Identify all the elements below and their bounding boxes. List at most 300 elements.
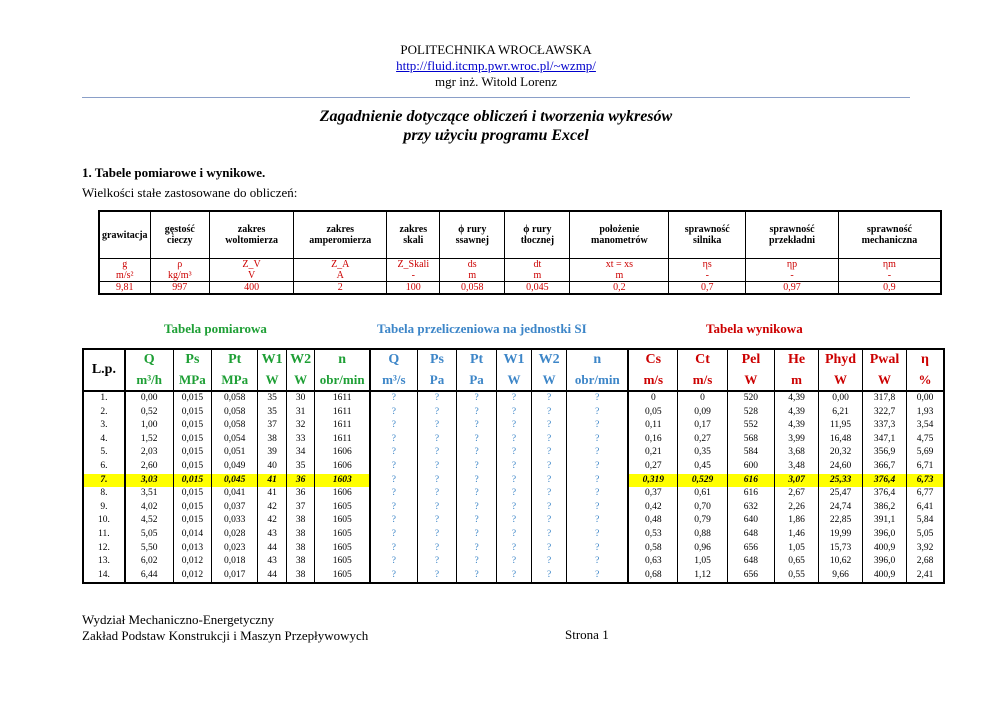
si-cell: ? (417, 406, 457, 420)
si-cell: ? (370, 391, 417, 406)
result-cell: 0,55 (775, 569, 819, 584)
si-cell: ? (417, 487, 457, 501)
si-cell: ? (417, 419, 457, 433)
result-cell: 3,68 (775, 446, 819, 460)
result-cell: 6,71 (907, 460, 945, 474)
result-cell: 616 (727, 487, 774, 501)
header-author: mgr inż. Witold Lorenz (435, 74, 557, 89)
constants-table (98, 210, 942, 295)
result-cell: 5,84 (907, 514, 945, 528)
measured-cell: 0,028 (212, 528, 258, 542)
result-cell: 3,54 (907, 419, 945, 433)
si-cell: ? (496, 474, 531, 488)
si_headers-unit-4: W (532, 370, 567, 391)
si-cell: ? (532, 542, 567, 556)
si-cell: ? (370, 514, 417, 528)
constant-unit-cell: m (440, 270, 505, 282)
result-cell: 16,48 (819, 433, 863, 447)
measured-cell: 35 (258, 391, 287, 406)
measured-cell: 1606 (315, 487, 370, 501)
main-data-table (82, 348, 945, 584)
si_headers-unit-3: W (496, 370, 531, 391)
si-cell: ? (496, 433, 531, 447)
si-cell: ? (457, 542, 497, 556)
result-cell: 0,53 (628, 528, 677, 542)
constant-unit-cell: - (387, 270, 440, 282)
constant-symbol-cell: Z_A (294, 259, 387, 271)
measured_headers-header-4: W2 (286, 349, 315, 370)
result-cell: 1,05 (678, 555, 727, 569)
result_headers-unit-5: W (863, 370, 907, 391)
result-cell: 0,11 (628, 419, 677, 433)
si-cell: ? (457, 460, 497, 474)
constant-unit-cell: - (669, 270, 746, 282)
measured-cell: 4,02 (125, 501, 173, 515)
si-cell: ? (370, 433, 417, 447)
si-cell: ? (457, 433, 497, 447)
result-cell: 0,37 (628, 487, 677, 501)
measured-cell: 1606 (315, 446, 370, 460)
row-lp: 1. (100, 393, 108, 403)
si-cell: ? (496, 391, 531, 406)
measured-cell: 41 (258, 487, 287, 501)
row-lp: 12. (97, 542, 110, 553)
measured-cell: 0,015 (173, 406, 211, 420)
title-line-1: Zagadnienie dotyczące obliczeń i tworzenia wykresów (319, 108, 673, 125)
result-cell: 11,95 (819, 419, 863, 433)
result-cell: 1,46 (775, 528, 819, 542)
table-row (83, 474, 944, 488)
result_headers-unit-1: m/s (678, 370, 727, 391)
caption-measured: Tabela pomiarowa (164, 321, 267, 336)
si-cell: ? (417, 528, 457, 542)
result-cell: 400,9 (863, 542, 907, 556)
result-cell: 0,79 (678, 514, 727, 528)
si-cell: ? (567, 514, 629, 528)
result-cell: 317,8 (863, 391, 907, 406)
si-cell: ? (417, 474, 457, 488)
si-cell: ? (496, 555, 531, 569)
measured-cell: 1605 (315, 501, 370, 515)
measured-cell: 2,60 (125, 460, 173, 474)
result-cell: 25,47 (819, 487, 863, 501)
si-cell: ? (496, 514, 531, 528)
measured-cell: 0,017 (212, 569, 258, 584)
table-row (83, 419, 944, 433)
measured-cell: 1603 (315, 474, 370, 488)
constant-name-cell: zakres amperomierza (294, 211, 387, 259)
result_headers-unit-6: % (907, 370, 945, 391)
measured-cell: 0,058 (212, 419, 258, 433)
table-row (83, 514, 944, 528)
caption-results: Tabela wynikowa (706, 321, 803, 336)
result-cell: 0,27 (628, 460, 677, 474)
result-cell: 5,05 (907, 528, 945, 542)
measured-cell: 1611 (315, 433, 370, 447)
result-cell: 6,77 (907, 487, 945, 501)
si-cell: ? (532, 474, 567, 488)
measured-cell: 0,014 (173, 528, 211, 542)
measured-cell: 40 (258, 460, 287, 474)
si-cell: ? (457, 487, 497, 501)
si-cell: ? (496, 460, 531, 474)
measured-cell: 42 (258, 501, 287, 515)
measured-cell: 0,012 (173, 569, 211, 584)
caption-si: Tabela przeliczeniowa na jednostki SI (377, 321, 587, 336)
measured-cell: 44 (258, 569, 287, 584)
measured-cell: 36 (286, 474, 315, 488)
si-cell: ? (370, 419, 417, 433)
result-cell: 4,39 (775, 419, 819, 433)
result-cell: 552 (727, 419, 774, 433)
header-divider (82, 97, 910, 98)
row-lp: 11. (98, 528, 110, 539)
measured-cell: 3,03 (125, 474, 173, 488)
measured-cell: 38 (286, 528, 315, 542)
constant-name-cell: ϕ rury ssawnej (440, 211, 505, 259)
constant-name-cell: ϕ rury tłocznej (505, 211, 570, 259)
si-cell: ? (370, 542, 417, 556)
result_headers-unit-2: W (727, 370, 774, 391)
constant-unit-cell: A (294, 270, 387, 282)
measured-cell: 1605 (315, 528, 370, 542)
measured-cell: 0,037 (212, 501, 258, 515)
result-cell: 656 (727, 569, 774, 584)
si-cell: ? (532, 555, 567, 569)
constant-name-cell: gęstość cieczy (150, 211, 210, 259)
measured-cell: 0,058 (212, 406, 258, 420)
measured-cell: 41 (258, 474, 287, 488)
result-cell: 356,9 (863, 446, 907, 460)
result-cell: 4,39 (775, 406, 819, 420)
result_headers-header-5: Pwal (863, 349, 907, 370)
si-cell: ? (532, 528, 567, 542)
lp-header: L.p. (83, 349, 125, 391)
measured-cell: 35 (286, 460, 315, 474)
constant-value-cell: 0,7 (669, 282, 746, 295)
constant-name-cell: sprawność silnika (669, 211, 746, 259)
result-cell: 400,9 (863, 569, 907, 584)
table-row (83, 569, 944, 584)
si-cell: ? (496, 542, 531, 556)
footer-faculty: Wydział Mechaniczno-Energetyczny (82, 612, 275, 627)
si-cell: ? (532, 433, 567, 447)
si-cell: ? (567, 487, 629, 501)
constant-unit-cell: - (838, 270, 941, 282)
si_headers-unit-1: Pa (417, 370, 457, 391)
constant-value-cell: 0,97 (746, 282, 839, 295)
si_headers-header-0: Q (370, 349, 417, 370)
constant-name-cell: zakres woltomierza (210, 211, 294, 259)
si-cell: ? (370, 446, 417, 460)
row-lp: 8. (100, 488, 108, 499)
result-cell: 0,45 (678, 460, 727, 474)
si-cell: ? (457, 528, 497, 542)
si-cell: ? (370, 487, 417, 501)
main-unit-row (83, 370, 944, 391)
row-lp: 9. (100, 501, 108, 512)
result-cell: 15,73 (819, 542, 863, 556)
measured-cell: 0,015 (173, 433, 211, 447)
table-row (83, 487, 944, 501)
measured-cell: 0,015 (173, 514, 211, 528)
constant-symbol-cell: dt (505, 259, 570, 271)
si_headers-unit-0: m³/s (370, 370, 417, 391)
measured_headers-header-5: n (315, 349, 370, 370)
constant-symbol-cell: xt = xs (570, 259, 669, 271)
result-cell: 20,32 (819, 446, 863, 460)
measured-cell: 37 (258, 419, 287, 433)
measured-cell: 38 (286, 569, 315, 584)
constant-symbol-cell: ηp (746, 259, 839, 271)
measured-cell: 0,00 (125, 391, 173, 406)
result-cell: 337,3 (863, 419, 907, 433)
si-cell: ? (496, 406, 531, 420)
header-url-line (0, 58, 992, 74)
si-cell: ? (417, 542, 457, 556)
result_headers-unit-0: m/s (628, 370, 677, 391)
constant-unit-cell: m/s² (99, 270, 150, 282)
measured-cell: 0,015 (173, 501, 211, 515)
measured-cell: 0,018 (212, 555, 258, 569)
si-cell: ? (532, 487, 567, 501)
measured-cell: 36 (286, 487, 315, 501)
result-cell: 0,88 (678, 528, 727, 542)
table-row (83, 555, 944, 569)
si-cell: ? (532, 419, 567, 433)
result-cell: 3,99 (775, 433, 819, 447)
si-cell: ? (370, 406, 417, 420)
result-cell: 3,07 (775, 474, 819, 488)
result-cell: 0,21 (628, 446, 677, 460)
si-cell: ? (457, 446, 497, 460)
result-cell: 4,39 (775, 391, 819, 406)
measured-cell: 38 (258, 433, 287, 447)
row-lp: 6. (100, 460, 108, 471)
measured_headers-unit-1: MPa (173, 370, 211, 391)
constant-value-cell: 400 (210, 282, 294, 295)
measured-cell: 0,015 (173, 391, 211, 406)
table-row (83, 446, 944, 460)
result-cell: 600 (727, 460, 774, 474)
result-cell: 648 (727, 555, 774, 569)
row-lp: 13. (97, 556, 110, 567)
si-cell: ? (457, 419, 497, 433)
constant-symbol-cell: ηs (669, 259, 746, 271)
measured-cell: 1611 (315, 406, 370, 420)
result-cell: 0,68 (628, 569, 677, 584)
constants-value-row (99, 282, 941, 295)
constant-value-cell: 0,058 (440, 282, 505, 295)
result-cell: 322,7 (863, 406, 907, 420)
si-cell: ? (567, 501, 629, 515)
measured_headers-unit-4: W (286, 370, 315, 391)
si-cell: ? (457, 569, 497, 584)
row-lp: 14. (97, 569, 110, 580)
si-cell: ? (417, 446, 457, 460)
constant-name-cell: położenie manometrów (570, 211, 669, 259)
measured-cell: 1,52 (125, 433, 173, 447)
si-cell: ? (457, 474, 497, 488)
si-cell: ? (457, 514, 497, 528)
result-cell: 0,96 (678, 542, 727, 556)
result-cell: 0,70 (678, 501, 727, 515)
constant-value-cell: 0,2 (570, 282, 669, 295)
result_headers-header-0: Cs (628, 349, 677, 370)
measured-cell: 6,44 (125, 569, 173, 584)
result-cell: 0,00 (907, 391, 945, 406)
measured-cell: 0,015 (173, 446, 211, 460)
result-cell: 386,2 (863, 501, 907, 515)
si-cell: ? (532, 460, 567, 474)
measured-cell: 1605 (315, 569, 370, 584)
result-cell: 0,65 (775, 555, 819, 569)
result-cell: 0,319 (628, 474, 677, 488)
result-cell: 396,0 (863, 528, 907, 542)
result-cell: 366,7 (863, 460, 907, 474)
constant-symbol-cell: Z_V (210, 259, 294, 271)
result-cell: 0,16 (628, 433, 677, 447)
result-cell: 19,99 (819, 528, 863, 542)
table-row (83, 433, 944, 447)
si_headers-unit-2: Pa (457, 370, 497, 391)
si-cell: ? (567, 528, 629, 542)
result-cell: 640 (727, 514, 774, 528)
constant-name-cell: grawitacja (99, 211, 150, 259)
row-lp: 10. (97, 515, 110, 526)
measured-cell: 0,015 (173, 460, 211, 474)
measured-cell: 42 (258, 514, 287, 528)
measured-cell: 44 (258, 542, 287, 556)
measured-cell: 43 (258, 555, 287, 569)
measured_headers-unit-5: obr/min (315, 370, 370, 391)
si-cell: ? (567, 406, 629, 420)
si-cell: ? (457, 406, 497, 420)
si-cell: ? (370, 501, 417, 515)
si-cell: ? (496, 446, 531, 460)
si-cell: ? (370, 460, 417, 474)
si-cell: ? (370, 528, 417, 542)
si-cell: ? (567, 474, 629, 488)
constants-header-row (99, 211, 941, 259)
result_headers-unit-3: m (775, 370, 819, 391)
measured-cell: 0,015 (173, 419, 211, 433)
result-cell: 0,63 (628, 555, 677, 569)
si-cell: ? (532, 514, 567, 528)
result-cell: 1,05 (775, 542, 819, 556)
result-cell: 25,33 (819, 474, 863, 488)
si-cell: ? (567, 446, 629, 460)
result-cell: 0,58 (628, 542, 677, 556)
si_headers-header-2: Pt (457, 349, 497, 370)
si-cell: ? (496, 419, 531, 433)
result-cell: 0,42 (628, 501, 677, 515)
si-cell: ? (567, 391, 629, 406)
si-cell: ? (370, 555, 417, 569)
si-cell: ? (417, 569, 457, 584)
result-cell: 0,35 (678, 446, 727, 460)
row-lp: 4. (100, 433, 108, 444)
result-cell: 4,75 (907, 433, 945, 447)
result-cell: 24,74 (819, 501, 863, 515)
table-row (83, 542, 944, 556)
measured-cell: 3,51 (125, 487, 173, 501)
result-cell: 648 (727, 528, 774, 542)
si-cell: ? (417, 391, 457, 406)
result-cell: 5,69 (907, 446, 945, 460)
measured-cell: 0,013 (173, 542, 211, 556)
result_headers-unit-4: W (819, 370, 863, 391)
result-cell: 396,0 (863, 555, 907, 569)
measured_headers-header-0: Q (125, 349, 173, 370)
si_headers-header-1: Ps (417, 349, 457, 370)
result-cell: 2,41 (907, 569, 945, 584)
section-heading: 1. Tabele pomiarowe i wynikowe. (82, 165, 266, 180)
result-cell: 24,60 (819, 460, 863, 474)
result-cell: 2,26 (775, 501, 819, 515)
title-line-2: przy użyciu programu Excel (403, 127, 589, 144)
result-cell: 2,67 (775, 487, 819, 501)
constant-symbol-cell: ds (440, 259, 505, 271)
constant-name-cell: sprawność mechaniczna (838, 211, 941, 259)
result-cell: 0,48 (628, 514, 677, 528)
si-cell: ? (496, 501, 531, 515)
result-cell: 520 (727, 391, 774, 406)
footer-department: Zakład Podstaw Konstrukcji i Maszyn Przepływowych (82, 628, 369, 643)
measured-cell: 0,015 (173, 487, 211, 501)
measured-cell: 4,52 (125, 514, 173, 528)
result-cell: 1,93 (907, 406, 945, 420)
si_headers-header-3: W1 (496, 349, 531, 370)
measured-cell: 5,50 (125, 542, 173, 556)
measured_headers-unit-3: W (258, 370, 287, 391)
constant-unit-cell: kg/m³ (150, 270, 210, 282)
si-cell: ? (567, 569, 629, 584)
measured-cell: 0,023 (212, 542, 258, 556)
result-cell: 376,4 (863, 474, 907, 488)
result-cell: 347,1 (863, 433, 907, 447)
constant-unit-cell: - (746, 270, 839, 282)
measured-cell: 0,049 (212, 460, 258, 474)
measured-cell: 1,00 (125, 419, 173, 433)
row-lp: 3. (100, 420, 108, 431)
measured-cell: 0,52 (125, 406, 173, 420)
measured-cell: 0,051 (212, 446, 258, 460)
constant-unit-cell: m (505, 270, 570, 282)
result_headers-header-1: Ct (678, 349, 727, 370)
si-cell: ? (567, 433, 629, 447)
header-url-link[interactable]: http://fluid.itcmp.pwr.wroc.pl/~wzmp/ (396, 58, 596, 73)
result-cell: 616 (727, 474, 774, 488)
si-cell: ? (417, 433, 457, 447)
constants-unit-row (99, 270, 941, 282)
main-header-row (83, 349, 944, 370)
measured-cell: 1611 (315, 391, 370, 406)
result_headers-header-6: η (907, 349, 945, 370)
measured-cell: 0,041 (212, 487, 258, 501)
constants-intro: Wielkości stałe zastosowane do obliczeń: (82, 185, 298, 200)
result-cell: 0,05 (628, 406, 677, 420)
measured-cell: 1605 (315, 542, 370, 556)
constant-value-cell: 2 (294, 282, 387, 295)
row-lp: 7. (83, 474, 125, 488)
measured-cell: 1611 (315, 419, 370, 433)
measured-cell: 39 (258, 446, 287, 460)
measured-cell: 38 (286, 514, 315, 528)
measured_headers-header-2: Pt (212, 349, 258, 370)
si-cell: ? (417, 555, 457, 569)
result-cell: 2,68 (907, 555, 945, 569)
